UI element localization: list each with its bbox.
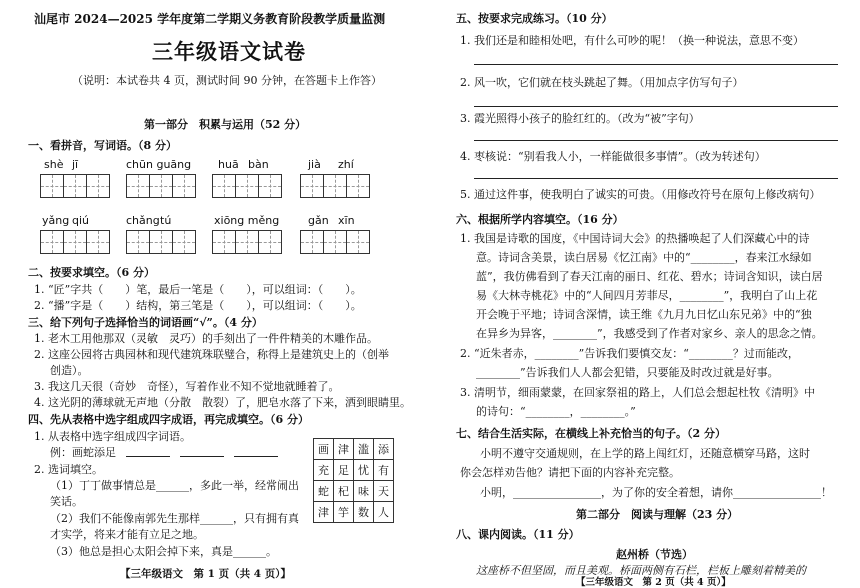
table-cell: 数 (354, 502, 374, 523)
q5-title: 五、按要求完成练习。（10 分） (456, 12, 613, 25)
q3-item-1: 1. 老木工用他那双（灵敏 灵巧）的手刻出了一件件精美的木雕作品。 (34, 332, 378, 345)
answer-grid-3[interactable] (212, 174, 281, 198)
exam-title: 三年级语文试卷 (152, 39, 306, 64)
q6-item-1: 1. 我国是诗歌的国度，《中国诗词大会》的热播唤起了人们深藏心中的诗 (460, 232, 810, 245)
q5-item-4: 4. 枣核说：“别看我人小，一样能做很多事情”。（改为转述句） (460, 150, 766, 163)
pinyin-1b: jī (72, 158, 79, 171)
pinyin-7: xiōng měng (214, 214, 280, 227)
page-footer: 【三年级语文 第 1 页（共 4 页）】 (120, 568, 291, 580)
q3-item-4: 4. 这光阴的薄球就无声地（分散 散裂）了，肥皂水落了下来，洒到眼睛里。 (34, 396, 411, 409)
q3-item-2-cont: 创造）。 (50, 364, 89, 377)
pinyin-4b: zhí (338, 158, 354, 171)
q4-example: 例：画蛇添足 (50, 446, 116, 459)
q5-item-5: 5. 通过这件事，使我明白了诚实的可贵。（用修改符号在原句上修改病句） (460, 188, 821, 201)
q1-title: 一、看拼音，写词语。（8 分） (28, 139, 177, 152)
table-cell: 有 (374, 460, 394, 481)
part1-heading: 第一部分 积累与运用（52 分） (144, 118, 307, 131)
pinyin-6b: tú (160, 214, 172, 227)
q4-fill-2: （2）我们不能像南郭先生那样______，只有拥有真 (50, 512, 299, 525)
answer-line[interactable] (474, 178, 838, 179)
pinyin-6a: chǎng (126, 214, 160, 227)
page-footer: 【三年级语文 第 2 页（共 4 页）】 (576, 577, 731, 588)
table-cell: 津 (334, 439, 354, 460)
pinyin-8b: xīn (338, 214, 355, 227)
table-cell: 充 (314, 460, 334, 481)
table-cell: 津 (314, 502, 334, 523)
q5-item-3: 3. 霞光照得小孩子的脸红红的。（改为“被”字句） (460, 112, 700, 125)
idiom-char-table (313, 438, 394, 523)
q6-item-1-line5: 开会晚于平地；诗词含深情，读王维《九月九日忆山东兄弟》中的“独 (476, 308, 812, 321)
page-2 (430, 0, 860, 587)
q6-item-3-line2: 的诗句：“________，________。” (476, 405, 636, 418)
q3-title: 三、给下列句子选择恰当的词语画“√”。（4 分） (28, 316, 263, 329)
q2-item-1: 1. “匠”字共（ ）笔，最后一笔是（ ），可以组词：（ ）。 (34, 283, 362, 296)
table-cell: 竽 (334, 502, 354, 523)
q4-item-2: 2. 选词填空。 (34, 463, 103, 476)
passage-text: 这座桥不但坚固，而且美观。桥面两侧有石栏，栏板上雕刻着精美的 (476, 564, 806, 577)
answer-grid-2[interactable] (126, 174, 195, 198)
table-cell: 滥 (354, 439, 374, 460)
q4-item-1: 1. 从表格中选字组成四字词语。 (34, 430, 191, 443)
answer-line[interactable] (474, 140, 838, 141)
pinyin-4a: jià (308, 158, 321, 171)
answer-grid-8[interactable] (300, 230, 369, 254)
q6-item-1-line2: 意。诗词含美景，读白居易《忆江南》中的“________，春来江水绿如 (476, 251, 812, 264)
pinyin-8a: gǎn (308, 214, 329, 227)
q3-item-3: 3. 我这几天很（奇妙 奇怪），写着作业不知不觉地就睡着了。 (34, 380, 340, 393)
q6-title: 六、根据所学内容填空。（16 分） (456, 213, 624, 226)
q7-text-2: 你会怎样劝告他？请把下面的内容补充完整。 (460, 466, 680, 479)
q3-item-2: 2. 这座公园将古典园林和现代建筑珠联璧合，称得上是建筑史上的（创举 (34, 348, 389, 361)
pinyin-5a: yǎng (42, 214, 70, 227)
passage-title: 赵州桥（节选） (616, 548, 693, 561)
answer-grid-4[interactable] (300, 174, 369, 198)
exam-note: （说明：本试卷共 4 页，测试时间 90 分钟，在答题卡上作答） (72, 74, 382, 87)
q6-item-2: 2. “近朱者赤，________”告诉我们要慎交友：“________？过而能改， (460, 347, 799, 360)
q4-fill-1-cont: 笑话。 (50, 495, 83, 508)
q8-title: 八、课内阅读。（11 分） (456, 528, 580, 541)
q5-item-2: 2. 风一吹，它们就在枝头跳起了舞。（用加点字仿写句子） (460, 76, 744, 89)
q2-item-2: 2. “播”字是（ ）结构，第三笔是（ ），可以组词：（ ）。 (34, 299, 362, 312)
pinyin-3a: huā (218, 158, 239, 171)
exam-header: 汕尾市 2024—2025 学年度第二学期义务教育阶段教学质量监测 (34, 12, 386, 26)
q5-item-1: 1. 我们还是和睦相处吧，有什么可吵的呢！（换一种说法，意思不变） (460, 34, 804, 47)
answer-line[interactable] (474, 106, 838, 107)
q6-item-1-line3: 蓝”，我仿佛看到了春天江南的丽日、红花、碧水；诗词含知识，读白居 (476, 270, 823, 283)
answer-grid-7[interactable] (212, 230, 281, 254)
q6-item-1-line6: 在异乡为异客，________”，我感受到了作者对家乡、亲人的思念之情。 (476, 327, 823, 340)
answer-grid-6[interactable] (126, 230, 195, 254)
answer-grid-1[interactable] (40, 174, 109, 198)
table-cell: 味 (354, 481, 374, 502)
q7-text-1: 小明不遵守交通规则，在上学的路上闯红灯，还随意横穿马路，这时 (480, 447, 810, 460)
table-cell: 蛇 (314, 481, 334, 502)
blank-line[interactable] (234, 456, 278, 457)
pinyin-2: chūn guāng (126, 158, 192, 171)
answer-line[interactable] (474, 64, 838, 65)
table-cell: 杞 (334, 481, 354, 502)
table-cell: 人 (374, 502, 394, 523)
table-cell: 画 (314, 439, 334, 460)
table-cell: 忧 (354, 460, 374, 481)
q4-fill-2-cont: 才实学，将来才能有立足之地。 (50, 528, 204, 541)
answer-grid-5[interactable] (40, 230, 109, 254)
blank-line[interactable] (180, 456, 224, 457)
table-cell: 添 (374, 439, 394, 460)
pinyin-1a: shè (44, 158, 64, 171)
blank-line[interactable] (126, 456, 170, 457)
q4-fill-1: （1）丁丁做事情总是______，多此一举，经常闹出 (50, 479, 299, 492)
q2-title: 二、按要求填空。（6 分） (28, 266, 155, 279)
pinyin-3b: bàn (248, 158, 269, 171)
table-cell: 天 (374, 481, 394, 502)
q6-item-1-line4: 易《大林寺桃花》中的“人间四月芳菲尽，________”，我明白了山上花 (476, 289, 818, 302)
part2-heading: 第二部分 阅读与理解（23 分） (576, 508, 739, 521)
q4-fill-3: （3）他总是担心太阳会掉下来，真是______。 (50, 545, 277, 558)
q6-item-2-line2: ________”告诉我们人人都会犯错，只要能及时改过就是好事。 (476, 366, 779, 379)
q7-fill: 小明，________________，为了你的安全着想，请你________________！ (480, 486, 832, 499)
pinyin-5b: qiú (72, 214, 90, 227)
q6-item-3: 3. 清明节，细雨蒙蒙，在回家祭祖的路上，人们总会想起杜牧《清明》中 (460, 386, 815, 399)
q7-title: 七、结合生活实际，在横线上补充恰当的句子。（2 分） (456, 427, 726, 440)
q4-title: 四、先从表格中选字组成四字成语，再完成填空。（6 分） (28, 413, 309, 426)
table-cell: 足 (334, 460, 354, 481)
page-1 (0, 0, 430, 587)
